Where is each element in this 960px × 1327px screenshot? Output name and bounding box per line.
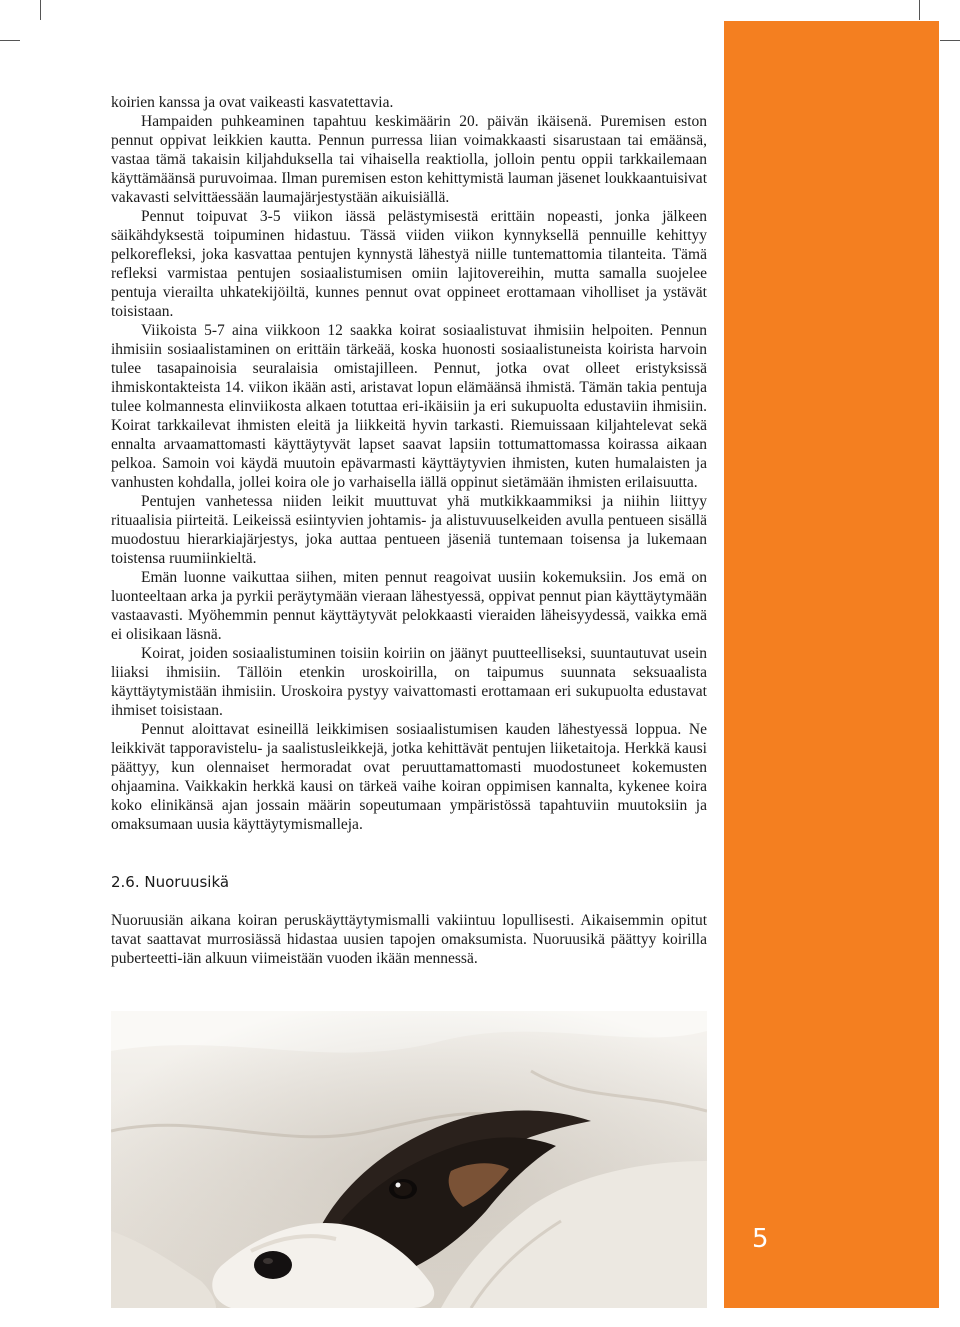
paragraph: Emän luonne vaikuttaa siihen, miten pennut reagoivat uusiin kokemuksiin. Jos emä on luonteeltaan arka ja pyrkii peräytymään vieraan lähestyessä, oppivat pennut pian käyttäytymään vastaavasti. Myöhemmin pennut käyttäytyvät pelokkaasti vieraiden läheisyydessä, vaikka emä ei olisikaan läsnä. bbox=[111, 569, 707, 643]
crop-mark bbox=[940, 40, 960, 41]
crop-mark bbox=[919, 0, 920, 20]
page-number: 5 bbox=[752, 1224, 769, 1254]
orange-sidebar bbox=[724, 21, 939, 1308]
body-text bbox=[111, 93, 707, 834]
crop-mark bbox=[40, 0, 41, 20]
dog-under-blanket-image bbox=[111, 1011, 707, 1308]
paragraph: Viikoista 5-7 aina viikkoon 12 saakka koirat sosiaalistuvat ihmisiin helpoiten. Pennun ihmisiin sosiaalistaminen on erittäin tärkeää, koska huonosti sosiaalistuneista koirista harvoin tulee tasapainoisia seuralaisia omistajilleen. Pennut, jotka ovat olleet eristyksissä ihmiskontakteista 14. viikon ikään asti, aristavat lopun elämäänsä ihmistä. Tämän takia pentuja tulee kolmannesta elinviikosta alkaen totuttaa eri-ikäisiin ja eri sukupuolta edustaviin ihmisiin. Koirat tarkkailevat ihmisten eleitä ja liikkeitä hyvin tarkasti. Riemuissaan kiljahtelevat sekä ennalta arvaamattomasti käyttäytyvät lapset saavat lapsiin tottumattomassa koirassa aikaan pelkoa. Samoin voi käydä muutoin epävarmasti käyttäytyvien ihmisten, kuten humalaisten ja vanhusten kohdalla, jollei koira ole jo varhaisella iällä oppinut sietämään ihmisten erilaisuutta. bbox=[111, 322, 707, 491]
section-heading: 2.6. Nuoruusikä bbox=[111, 873, 230, 891]
dog-photo bbox=[111, 1011, 707, 1308]
paragraph: koirien kanssa ja ovat vaikeasti kasvatettavia. bbox=[111, 94, 394, 111]
section-text bbox=[111, 911, 707, 968]
paragraph: Nuoruusiän aikana koiran peruskäyttäytymismalli vakiintuu lopullisesti. Aikaisemmin opitut tavat saattavat murrosiässä hidastaa uusien tapojen omaksumista. Nuoruusikä päättyy koirilla puberteetti-iän alkuun viimeistään vuoden ikään mennessä. bbox=[111, 912, 707, 967]
paragraph: Pennut aloittavat esineillä leikkimisen sosiaalistumisen kauden lähestyessä loppua. Ne leikkivät tapporavistelu- ja saalistusleikkejä, jotka kehittävät pentujen liiketaitoja. Herkkä kausi päättyy, kun olennaiset hermoradat ovat peruuttamattomasti muodostuneet kokemusten ohjaamina. Vaikkakin herkkä kausi on tärkeä vaihe koiran oppimisen kannalta, kykenee koira koko elinikänsä ajan jossain määrin sopeutumaan ympäristössä tapahtuviin muutoksiin ja omaksumaan uusia käyttäytymismalleja. bbox=[111, 721, 707, 833]
paragraph: Pentujen vanhetessa niiden leikit muuttuvat yhä mutkikkaammiksi ja niihin liittyy rituaalisia piirteitä. Leikeissä esiintyvien johtamis- ja alistuvuuselkeiden avulla pentueen sisällä muodostuu hierarkiajärjestys, joka auttaa pentueen jäseniä tuntemaan toisensa ja lukemaan toistensa ruumiinkieltä. bbox=[111, 493, 707, 567]
paragraph: Hampaiden puhkeaminen tapahtuu keskimäärin 20. päivän ikäisenä. Puremisen eston pennut oppivat leikkien kautta. Pennun purressa liian voimakkaasti sisarustaan tai emäänsä, vastaa tämä takaisin kiljahduksella tai vihaisella reaktiolla, jolloin pentu oppii tarkkailemaan käyttämäänsä puruvoimaa. Ilman puremisen eston kehittymistä lauman jäsenet loukkaantuisivat vakavasti selvittäessään laumajärjestystään aikuisiällä. bbox=[111, 113, 707, 206]
paragraph: Pennut toipuvat 3-5 viikon iässä pelästymisestä erittäin nopeasti, jonka jälkeen säikähdyksestä toipuminen hidastuu. Tässä viiden viikon kynnyksellä pennuille kehittyy pelkorefleksi, joka kasvattaa pentujen kynnystä lähestyä niille tuntemattomia tilanteita. Tämä refleksi varmistaa pentujen sosiaalistumisen omiin lajitovereihin, mutta samalla suojelee pentuja vierailta uhkatekijöiltä, kunnes pennut ovat oppineet erottamaan viholliset ja ystävät toisistaan. bbox=[111, 208, 707, 320]
paragraph: Koirat, joiden sosiaalistuminen toisiin koiriin on jäänyt puutteelliseksi, suuntautuvat usein liiaksi ihmisiin. Tällöin etenkin uroskoirilla, on taipumus suunnata seksuaalista käyttäytymistään ihmisiin. Uroskoira pystyy vaivattomasti erottamaan eri sukupuolta edustavat ihmiset toisistaan. bbox=[111, 645, 707, 719]
crop-mark bbox=[0, 40, 20, 41]
